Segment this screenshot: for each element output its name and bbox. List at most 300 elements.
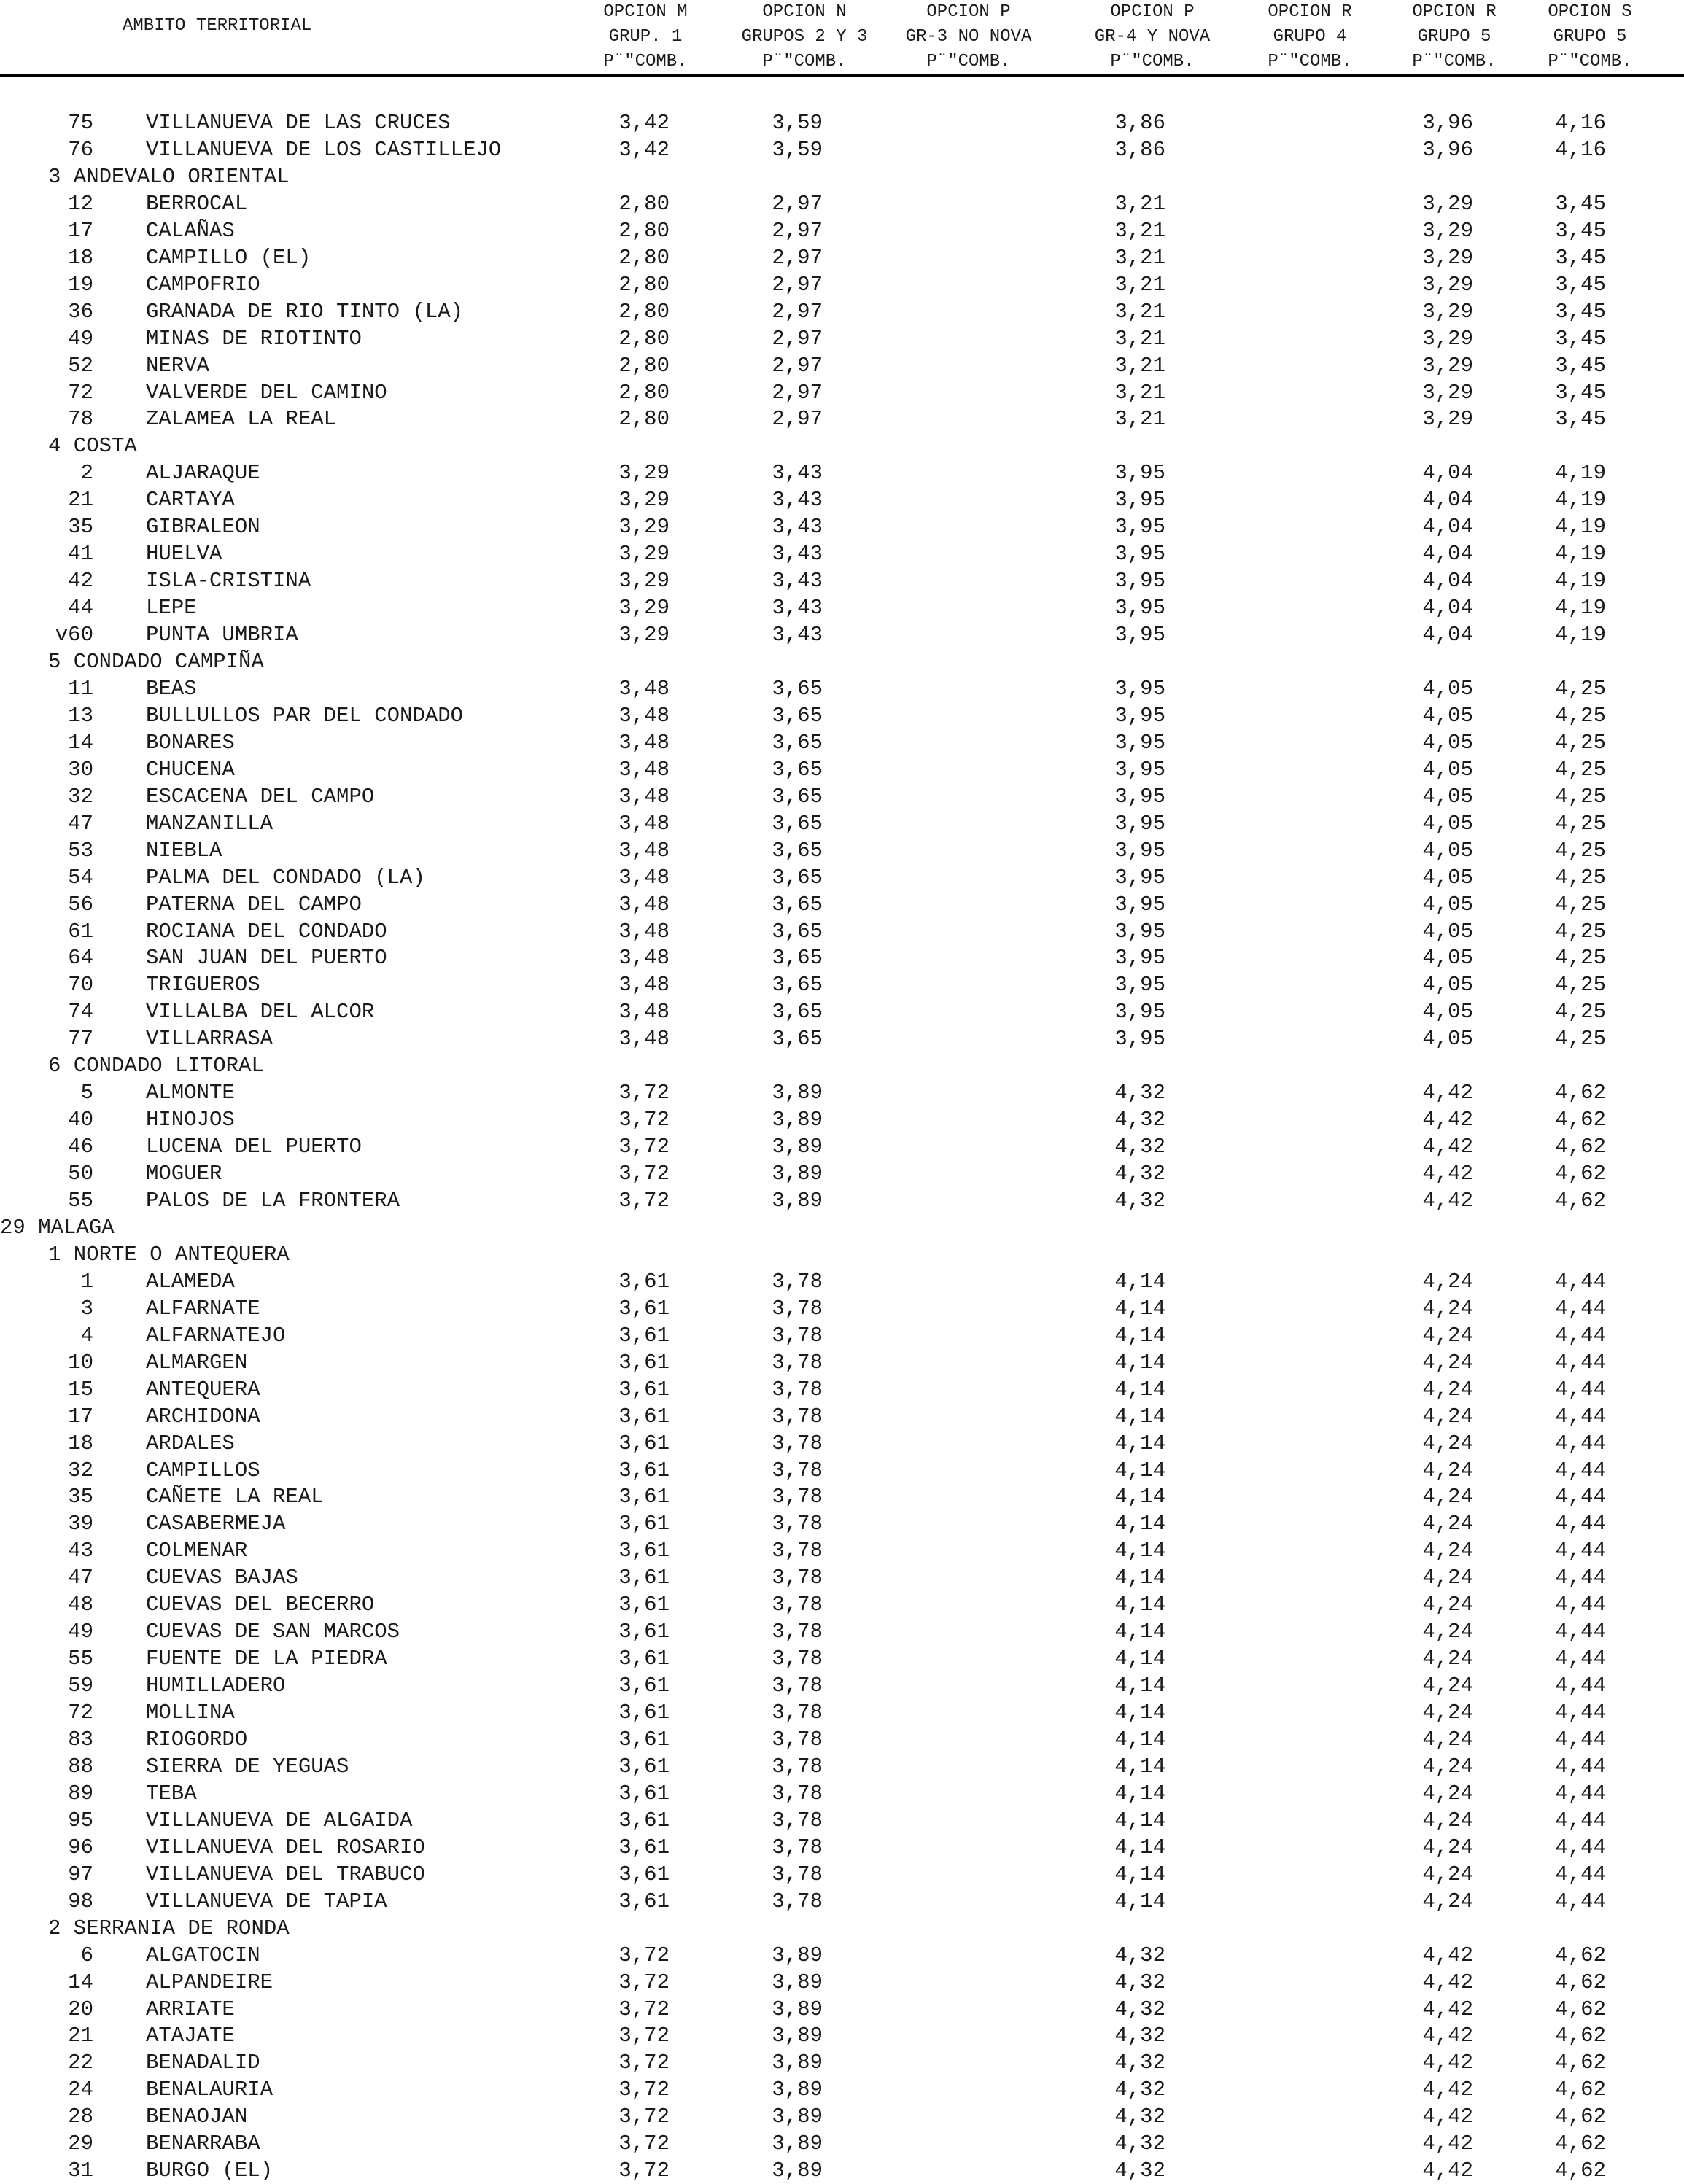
value-cell: 3,78	[772, 1296, 823, 1321]
municipality-code: 55	[68, 1647, 93, 1671]
value-cell: 4,24	[1422, 1728, 1473, 1752]
value-cell: 3,29	[618, 461, 670, 486]
municipality-name: FUENTE DE LA PIEDRA	[146, 1647, 387, 1671]
municipality-code: 72	[68, 380, 93, 405]
value-cell: 4,42	[1422, 2131, 1473, 2156]
column-header-line: OPCION N	[762, 2, 847, 22]
value-cell: 3,65	[772, 838, 823, 863]
value-cell: 4,19	[1555, 515, 1606, 540]
municipality-name: CUEVAS DEL BECERRO	[146, 1593, 375, 1617]
value-cell: 4,04	[1422, 461, 1473, 486]
value-cell: 3,61	[618, 1485, 670, 1509]
municipality-name: ESCACENA DEL CAMPO	[146, 784, 375, 809]
municipality-name: MOLLINA	[146, 1701, 235, 1725]
municipality-name: ROCIANA DEL CONDADO	[146, 919, 387, 944]
value-cell: 3,72	[618, 1943, 670, 1967]
municipality-code: 74	[68, 1000, 93, 1025]
table-row	[0, 702, 1684, 729]
value-cell: 3,72	[618, 2051, 670, 2075]
value-cell: 3,29	[618, 488, 670, 513]
municipality-name: CARTAYA	[146, 488, 235, 513]
table-row	[0, 1160, 1684, 1187]
value-cell: 3,29	[1422, 326, 1473, 351]
municipality-code: 97	[68, 1862, 93, 1886]
value-cell: 3,65	[772, 811, 823, 836]
column-header-line: GRUPO 5	[1553, 27, 1627, 47]
value-cell: 2,97	[772, 353, 823, 378]
table-row	[0, 1861, 1684, 1888]
value-cell: 4,14	[1114, 1323, 1165, 1348]
value-cell: 4,24	[1422, 1539, 1473, 1563]
province-name: 29 MALAGA	[0, 1215, 115, 1240]
municipality-code: 47	[68, 1566, 93, 1590]
value-cell: 3,61	[618, 1889, 670, 1913]
municipality-name: CHUCENA	[146, 757, 235, 782]
municipality-name: BENARRABA	[146, 2131, 260, 2156]
value-cell: 3,65	[772, 703, 823, 728]
value-cell: 4,04	[1422, 623, 1473, 648]
value-cell: 3,61	[618, 1647, 670, 1671]
municipality-code: 72	[68, 1701, 93, 1725]
value-cell: 3,95	[1114, 461, 1165, 486]
value-cell: 4,32	[1114, 1135, 1165, 1159]
municipality-code: 83	[68, 1728, 93, 1752]
value-cell: 3,72	[618, 2078, 670, 2102]
value-cell: 4,32	[1114, 2078, 1165, 2102]
value-cell: 3,45	[1555, 218, 1606, 243]
municipality-name: CAMPILLO (EL)	[146, 245, 311, 270]
value-cell: 4,44	[1555, 1485, 1606, 1509]
value-cell: 4,44	[1555, 1269, 1606, 1294]
value-cell: 4,25	[1555, 838, 1606, 863]
value-cell: 3,48	[618, 811, 670, 836]
value-cell: 4,32	[1114, 1162, 1165, 1186]
value-cell: 3,48	[618, 676, 670, 701]
value-cell: 4,42	[1422, 1943, 1473, 1967]
municipality-name: BENALAURIA	[146, 2078, 273, 2102]
value-cell: 3,95	[1114, 865, 1165, 890]
municipality-code: 15	[68, 1377, 93, 1402]
table-row	[0, 1106, 1684, 1133]
value-cell: 3,95	[1114, 676, 1165, 701]
value-cell: 3,29	[618, 569, 670, 594]
value-cell: 3,61	[618, 1754, 670, 1779]
municipality-code: 76	[68, 137, 93, 162]
value-cell: 3,95	[1114, 1027, 1165, 1052]
value-cell: 4,44	[1555, 1781, 1606, 1806]
value-cell: 3,78	[772, 1512, 823, 1536]
value-cell: 3,48	[618, 784, 670, 809]
value-cell: 4,25	[1555, 784, 1606, 809]
municipality-code: 18	[68, 245, 93, 270]
value-cell: 4,14	[1114, 1512, 1165, 1536]
municipality-name: ALFARNATE	[146, 1296, 260, 1321]
municipality-name: GIBRALEON	[146, 515, 260, 540]
column-header-line: GRUP. 1	[608, 27, 683, 47]
value-cell: 2,97	[772, 272, 823, 297]
municipality-name: GRANADA DE RIO TINTO (LA)	[146, 299, 464, 324]
column-header-line: OPCION R	[1268, 2, 1352, 22]
value-cell: 3,96	[1422, 111, 1473, 135]
value-cell: 4,14	[1114, 1566, 1165, 1590]
municipality-code: 35	[68, 1485, 93, 1509]
value-cell: 3,96	[1422, 137, 1473, 162]
table-row	[0, 2049, 1684, 2076]
table-row	[0, 405, 1684, 432]
value-cell: 3,78	[772, 1431, 823, 1456]
value-cell: 4,14	[1114, 1647, 1165, 1671]
value-cell: 4,19	[1555, 488, 1606, 513]
municipality-name: VALVERDE DEL CAMINO	[146, 380, 387, 405]
value-cell: 4,44	[1555, 1593, 1606, 1617]
value-cell: 3,78	[772, 1701, 823, 1725]
value-cell: 4,42	[1422, 1108, 1473, 1132]
value-cell: 3,89	[772, 2024, 823, 2048]
municipality-code: 50	[68, 1162, 93, 1186]
value-cell: 4,24	[1422, 1808, 1473, 1833]
value-cell: 3,45	[1555, 407, 1606, 432]
table-row	[0, 1726, 1684, 1753]
value-cell: 3,29	[1422, 299, 1473, 324]
value-cell: 4,32	[1114, 1943, 1165, 1967]
value-cell: 3,21	[1114, 380, 1165, 405]
value-cell: 4,42	[1422, 2051, 1473, 2075]
municipality-code: 21	[68, 2024, 93, 2048]
table-row	[0, 810, 1684, 837]
table-row	[0, 109, 1684, 136]
value-cell: 3,89	[772, 1970, 823, 1994]
value-cell: 4,05	[1422, 892, 1473, 917]
value-cell: 3,65	[772, 892, 823, 917]
value-cell: 3,61	[618, 1593, 670, 1617]
value-cell: 4,42	[1422, 2105, 1473, 2129]
table-row	[0, 891, 1684, 918]
municipality-code: 43	[68, 1539, 93, 1563]
value-cell: 3,43	[772, 623, 823, 648]
municipality-code: 96	[68, 1835, 93, 1859]
municipality-name: VILLALBA DEL ALCOR	[146, 1000, 375, 1025]
table-row	[0, 1510, 1684, 1537]
municipality-code: 32	[68, 1458, 93, 1482]
table-row	[0, 1376, 1684, 1403]
value-cell: 3,48	[618, 892, 670, 917]
value-cell: 4,44	[1555, 1862, 1606, 1886]
value-cell: 3,21	[1114, 326, 1165, 351]
municipality-name: HINOJOS	[146, 1108, 235, 1132]
value-cell: 3,72	[618, 1135, 670, 1159]
value-cell: 3,48	[618, 973, 670, 998]
value-cell: 4,04	[1422, 596, 1473, 621]
value-cell: 3,29	[1422, 272, 1473, 297]
municipality-name: CUEVAS BAJAS	[146, 1566, 298, 1590]
value-cell: 4,05	[1422, 811, 1473, 836]
value-cell: 4,24	[1422, 1323, 1473, 1348]
municipality-code: 46	[68, 1135, 93, 1159]
value-cell: 4,44	[1555, 1754, 1606, 1779]
table-row	[0, 486, 1684, 513]
table-row	[0, 459, 1684, 486]
value-cell: 3,89	[772, 1162, 823, 1186]
table-row	[0, 2076, 1684, 2103]
value-cell: 4,62	[1555, 1189, 1606, 1213]
column-header-line: OPCION S	[1548, 2, 1632, 22]
value-cell: 3,65	[772, 1000, 823, 1025]
value-cell: 3,61	[618, 1296, 670, 1321]
value-cell: 4,42	[1422, 1970, 1473, 1994]
value-cell: 3,78	[772, 1620, 823, 1644]
value-cell: 4,32	[1114, 2051, 1165, 2075]
value-cell: 4,62	[1555, 1162, 1606, 1186]
municipality-code: 4	[80, 1323, 93, 1348]
value-cell: 3,45	[1555, 245, 1606, 270]
municipality-code: 11	[68, 676, 93, 701]
value-cell: 4,05	[1422, 703, 1473, 728]
value-cell: 4,24	[1422, 1458, 1473, 1482]
municipality-name: NERVA	[146, 353, 210, 378]
municipality-code: v60	[55, 623, 93, 648]
municipality-name: CALAÑAS	[146, 218, 235, 243]
municipality-code: 14	[68, 730, 93, 755]
value-cell: 3,61	[618, 1835, 670, 1859]
value-cell: 4,25	[1555, 946, 1606, 971]
value-cell: 3,78	[772, 1728, 823, 1752]
municipality-code: 41	[68, 542, 93, 567]
value-cell: 4,62	[1555, 2105, 1606, 2129]
table-row	[0, 729, 1684, 756]
municipality-name: PALOS DE LA FRONTERA	[146, 1189, 400, 1213]
municipality-name: PALMA DEL CONDADO (LA)	[146, 865, 425, 890]
value-cell: 3,29	[1422, 407, 1473, 432]
value-cell: 3,95	[1114, 811, 1165, 836]
table-row	[0, 513, 1684, 540]
value-cell: 4,25	[1555, 676, 1606, 701]
column-header-line: GRUPO 5	[1417, 27, 1491, 47]
value-cell: 4,14	[1114, 1539, 1165, 1563]
value-cell: 2,97	[772, 218, 823, 243]
table-row	[0, 1672, 1684, 1699]
value-cell: 3,29	[1422, 245, 1473, 270]
value-cell: 4,05	[1422, 919, 1473, 944]
municipality-code: 30	[68, 757, 93, 782]
value-cell: 4,05	[1422, 676, 1473, 701]
municipality-code: 20	[68, 1997, 93, 2021]
value-cell: 4,16	[1555, 137, 1606, 162]
municipality-name: LUCENA DEL PUERTO	[146, 1135, 362, 1159]
value-cell: 3,78	[772, 1647, 823, 1671]
table-row	[0, 1834, 1684, 1861]
value-cell: 4,44	[1555, 1701, 1606, 1725]
table-row	[0, 2103, 1684, 2130]
value-cell: 3,78	[772, 1754, 823, 1779]
municipality-name: MANZANILLA	[146, 811, 273, 836]
table-row	[0, 675, 1684, 702]
value-cell: 3,61	[618, 1512, 670, 1536]
table-row	[0, 379, 1684, 406]
value-cell: 4,14	[1114, 1485, 1165, 1509]
value-cell: 4,24	[1422, 1512, 1473, 1536]
value-cell: 4,62	[1555, 1135, 1606, 1159]
municipality-code: 10	[68, 1350, 93, 1375]
value-cell: 4,19	[1555, 623, 1606, 648]
value-cell: 4,05	[1422, 1027, 1473, 1052]
municipality-code: 18	[68, 1431, 93, 1456]
municipality-code: 49	[68, 1620, 93, 1644]
value-cell: 3,59	[772, 111, 823, 135]
municipality-name: VILLANUEVA DE LAS CRUCES	[146, 111, 451, 135]
value-cell: 4,25	[1555, 703, 1606, 728]
municipality-name: HUELVA	[146, 542, 222, 567]
value-cell: 3,72	[618, 1997, 670, 2021]
municipality-code: 42	[68, 569, 93, 594]
value-cell: 3,29	[1422, 218, 1473, 243]
value-cell: 4,25	[1555, 811, 1606, 836]
table-row	[0, 540, 1684, 567]
value-cell: 3,43	[772, 596, 823, 621]
value-cell: 4,42	[1422, 2024, 1473, 2048]
value-cell: 2,97	[772, 326, 823, 351]
value-cell: 2,80	[618, 326, 670, 351]
value-cell: 4,44	[1555, 1431, 1606, 1456]
municipality-code: 48	[68, 1593, 93, 1617]
region-name: 4 COSTA	[48, 434, 137, 459]
value-cell: 3,78	[772, 1781, 823, 1806]
value-cell: 3,78	[772, 1323, 823, 1348]
value-cell: 3,95	[1114, 542, 1165, 567]
value-cell: 3,89	[772, 2158, 823, 2183]
value-cell: 3,48	[618, 1027, 670, 1052]
value-cell: 4,24	[1422, 1674, 1473, 1698]
table-row	[0, 1079, 1684, 1106]
value-cell: 3,78	[772, 1862, 823, 1886]
table-row	[0, 837, 1684, 864]
municipality-code: 29	[68, 2131, 93, 2156]
table-row	[0, 1618, 1684, 1645]
value-cell: 4,24	[1422, 1485, 1473, 1509]
table-row	[0, 2130, 1684, 2157]
table-row	[0, 1753, 1684, 1780]
value-cell: 4,14	[1114, 1674, 1165, 1698]
value-cell: 4,14	[1114, 1754, 1165, 1779]
value-cell: 3,65	[772, 757, 823, 782]
value-cell: 4,04	[1422, 569, 1473, 594]
table-row	[0, 217, 1684, 244]
value-cell: 4,14	[1114, 1889, 1165, 1913]
value-cell: 4,42	[1422, 2158, 1473, 2183]
region-name: 3 ANDEVALO ORIENTAL	[48, 164, 290, 189]
value-cell: 2,80	[618, 380, 670, 405]
value-cell: 3,65	[772, 730, 823, 755]
column-header-line: P¨"COMB.	[1548, 52, 1632, 71]
value-cell: 3,21	[1114, 218, 1165, 243]
value-cell: 4,24	[1422, 1377, 1473, 1402]
value-cell: 4,62	[1555, 2051, 1606, 2075]
municipality-name: VILLANUEVA DE ALGAIDA	[146, 1808, 413, 1833]
value-cell: 4,42	[1422, 1997, 1473, 2021]
value-cell: 4,14	[1114, 1431, 1165, 1456]
table-row	[0, 1645, 1684, 1672]
value-cell: 3,72	[618, 2024, 670, 2048]
value-cell: 2,80	[618, 272, 670, 297]
value-cell: 3,43	[772, 515, 823, 540]
value-cell: 4,19	[1555, 569, 1606, 594]
value-cell: 4,14	[1114, 1377, 1165, 1402]
value-cell: 3,95	[1114, 838, 1165, 863]
municipality-name: COLMENAR	[146, 1539, 248, 1563]
value-cell: 4,05	[1422, 730, 1473, 755]
value-cell: 3,95	[1114, 757, 1165, 782]
value-cell: 4,24	[1422, 1754, 1473, 1779]
value-cell: 3,65	[772, 784, 823, 809]
value-cell: 3,72	[618, 1108, 670, 1132]
region-name: 1 NORTE O ANTEQUERA	[48, 1242, 290, 1267]
value-cell: 4,24	[1422, 1620, 1473, 1644]
value-cell: 4,32	[1114, 1189, 1165, 1213]
value-cell: 4,05	[1422, 865, 1473, 890]
table-row	[0, 1780, 1684, 1807]
table-row	[0, 944, 1684, 971]
table-row	[0, 1483, 1684, 1510]
value-cell: 4,42	[1422, 2078, 1473, 2102]
value-cell: 3,78	[772, 1808, 823, 1833]
value-cell: 2,80	[618, 353, 670, 378]
municipality-code: 78	[68, 407, 93, 432]
table-row	[0, 594, 1684, 621]
value-cell: 4,42	[1422, 1135, 1473, 1159]
table-row	[0, 998, 1684, 1025]
value-cell: 4,44	[1555, 1728, 1606, 1752]
column-header-line: GRUPO 4	[1273, 27, 1347, 47]
value-cell: 3,78	[772, 1485, 823, 1509]
value-cell: 4,24	[1422, 1350, 1473, 1375]
table-row	[0, 1996, 1684, 2023]
table-row	[0, 1564, 1684, 1591]
municipality-name: BULLULLOS PAR DEL CONDADO	[146, 703, 464, 728]
value-cell: 4,19	[1555, 542, 1606, 567]
value-cell: 3,61	[618, 1620, 670, 1644]
value-cell: 3,95	[1114, 515, 1165, 540]
value-cell: 4,42	[1422, 1081, 1473, 1105]
value-cell: 3,78	[772, 1566, 823, 1590]
table-row	[0, 190, 1684, 217]
value-cell: 3,95	[1114, 703, 1165, 728]
value-cell: 3,72	[618, 1081, 670, 1105]
value-cell: 3,95	[1114, 730, 1165, 755]
value-cell: 3,78	[772, 1269, 823, 1294]
value-cell: 3,65	[772, 973, 823, 998]
municipality-name: CAÑETE LA REAL	[146, 1485, 324, 1509]
value-cell: 4,25	[1555, 865, 1606, 890]
value-cell: 3,48	[618, 946, 670, 971]
region-heading	[0, 163, 1684, 190]
municipality-name: ARRIATE	[146, 1997, 235, 2021]
value-cell: 3,48	[618, 838, 670, 863]
municipality-code: 64	[68, 946, 93, 971]
value-cell: 3,78	[772, 1539, 823, 1563]
column-header-line: GR-3 NO NOVA	[905, 27, 1032, 47]
municipality-code: 13	[68, 703, 93, 728]
municipality-name: CASABERMEJA	[146, 1512, 286, 1536]
value-cell: 3,29	[1422, 380, 1473, 405]
value-cell: 3,89	[772, 2051, 823, 2075]
value-cell: 3,45	[1555, 272, 1606, 297]
value-cell: 2,97	[772, 191, 823, 216]
municipality-name: VILLANUEVA DE TAPIA	[146, 1889, 387, 1913]
value-cell: 4,44	[1555, 1404, 1606, 1429]
value-cell: 4,24	[1422, 1269, 1473, 1294]
value-cell: 2,97	[772, 407, 823, 432]
value-cell: 4,44	[1555, 1647, 1606, 1671]
value-cell: 4,44	[1555, 1296, 1606, 1321]
